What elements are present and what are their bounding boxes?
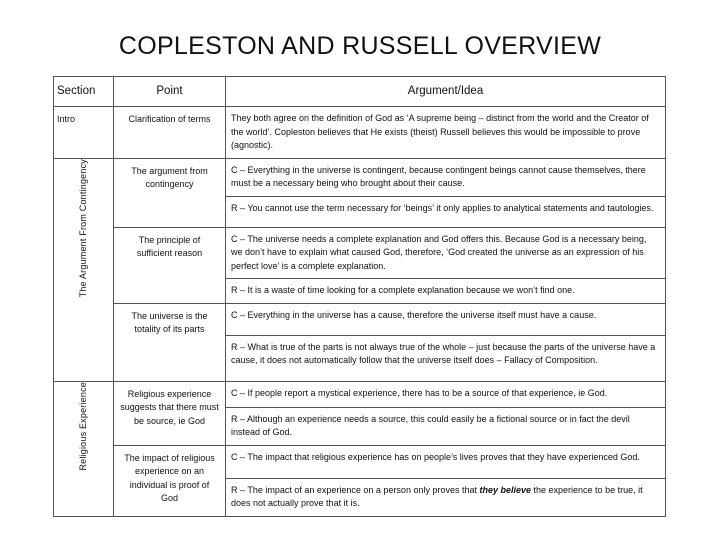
header-section: Section [54,77,114,107]
argument-totality-russell: R – What is true of the parts is not always true of the whole – just because the parts of the universe have a cause, it does not automatically follow that the universe itself does – Fallacy of Composition. [226,335,666,381]
argument-contingency-copleston: C – Everything in the universe is contingent, because contingent beings cannot cause themselves, there must be a necessary being who brought about their cause. [226,158,666,196]
table-row [54,381,666,407]
point-sufficient-reason: The principle of sufficient reason [114,227,226,303]
table-row [54,227,666,279]
argument-impact-russell-b: the experience to be true, it does not actually prove that it is. [231,484,643,508]
point-clarification: Clarification of terms [114,107,226,159]
point-impact: The impact of religious experience on an individual is proof of God [114,445,226,516]
section-contingency-label: The Argument From Contingency [77,158,88,297]
section-intro: Intro [54,107,114,159]
argument-impact-russell-a: R – The impact of an experience on a person only proves that [231,484,480,495]
argument-clarification: They both agree on the definition of God as ‘A supreme being – distinct from the world and the Creator of the world’. Copleston believes that He exists (theist) Russell believes this would be impossible to prove (agnostic). [226,107,666,159]
table-row [54,107,666,159]
argument-impact-russell-emphasis: they believe [479,484,532,495]
point-totality: The universe is the totality of its parts [114,303,226,381]
argument-religious-russell: R – Although an experience needs a source, this could easily be a fictional source or in fact the devil instead of God. [226,407,666,445]
section-religious [54,381,114,516]
table-row [54,303,666,335]
table-row [54,158,666,196]
header-point: Point [114,77,226,107]
argument-sufficient-copleston: C – The universe needs a complete explanation and God offers this. Because God is a necessary being, we don’t have to explain what caused God, therefore, ‘God created the universe as an expression of his perfect love’ is a complete explanation. [226,227,666,279]
point-religious-source: Religious experience suggests that there must be source, ie God [114,381,226,445]
header-argument: Argument/Idea [226,77,666,107]
argument-religious-copleston: C – If people report a mystical experience, there has to be a source of that experience, ie God. [226,381,666,407]
argument-sufficient-russell: R – It is a waste of time looking for a complete explanation because we won’t find one. [226,279,666,304]
section-religious-label: Religious Experience [77,381,88,471]
argument-impact-copleston: C – The impact that religious experience has on people’s lives proves that they have experienced God. [226,445,666,478]
page-title: COPLESTON AND RUSSELL OVERVIEW [118,32,602,60]
table-row [54,445,666,478]
argument-totality-copleston: C – Everything in the universe has a cause, therefore the universe itself must have a cause. [226,303,666,335]
section-contingency [54,158,114,381]
argument-impact-russell [226,478,666,516]
argument-contingency-russell: R – You cannot use the term necessary for ‘beings’ it only applies to analytical statements and tautologies. [226,196,666,227]
point-contingency: The argument from contingency [114,158,226,227]
table-header-row [54,77,666,107]
overview-table [53,76,666,517]
